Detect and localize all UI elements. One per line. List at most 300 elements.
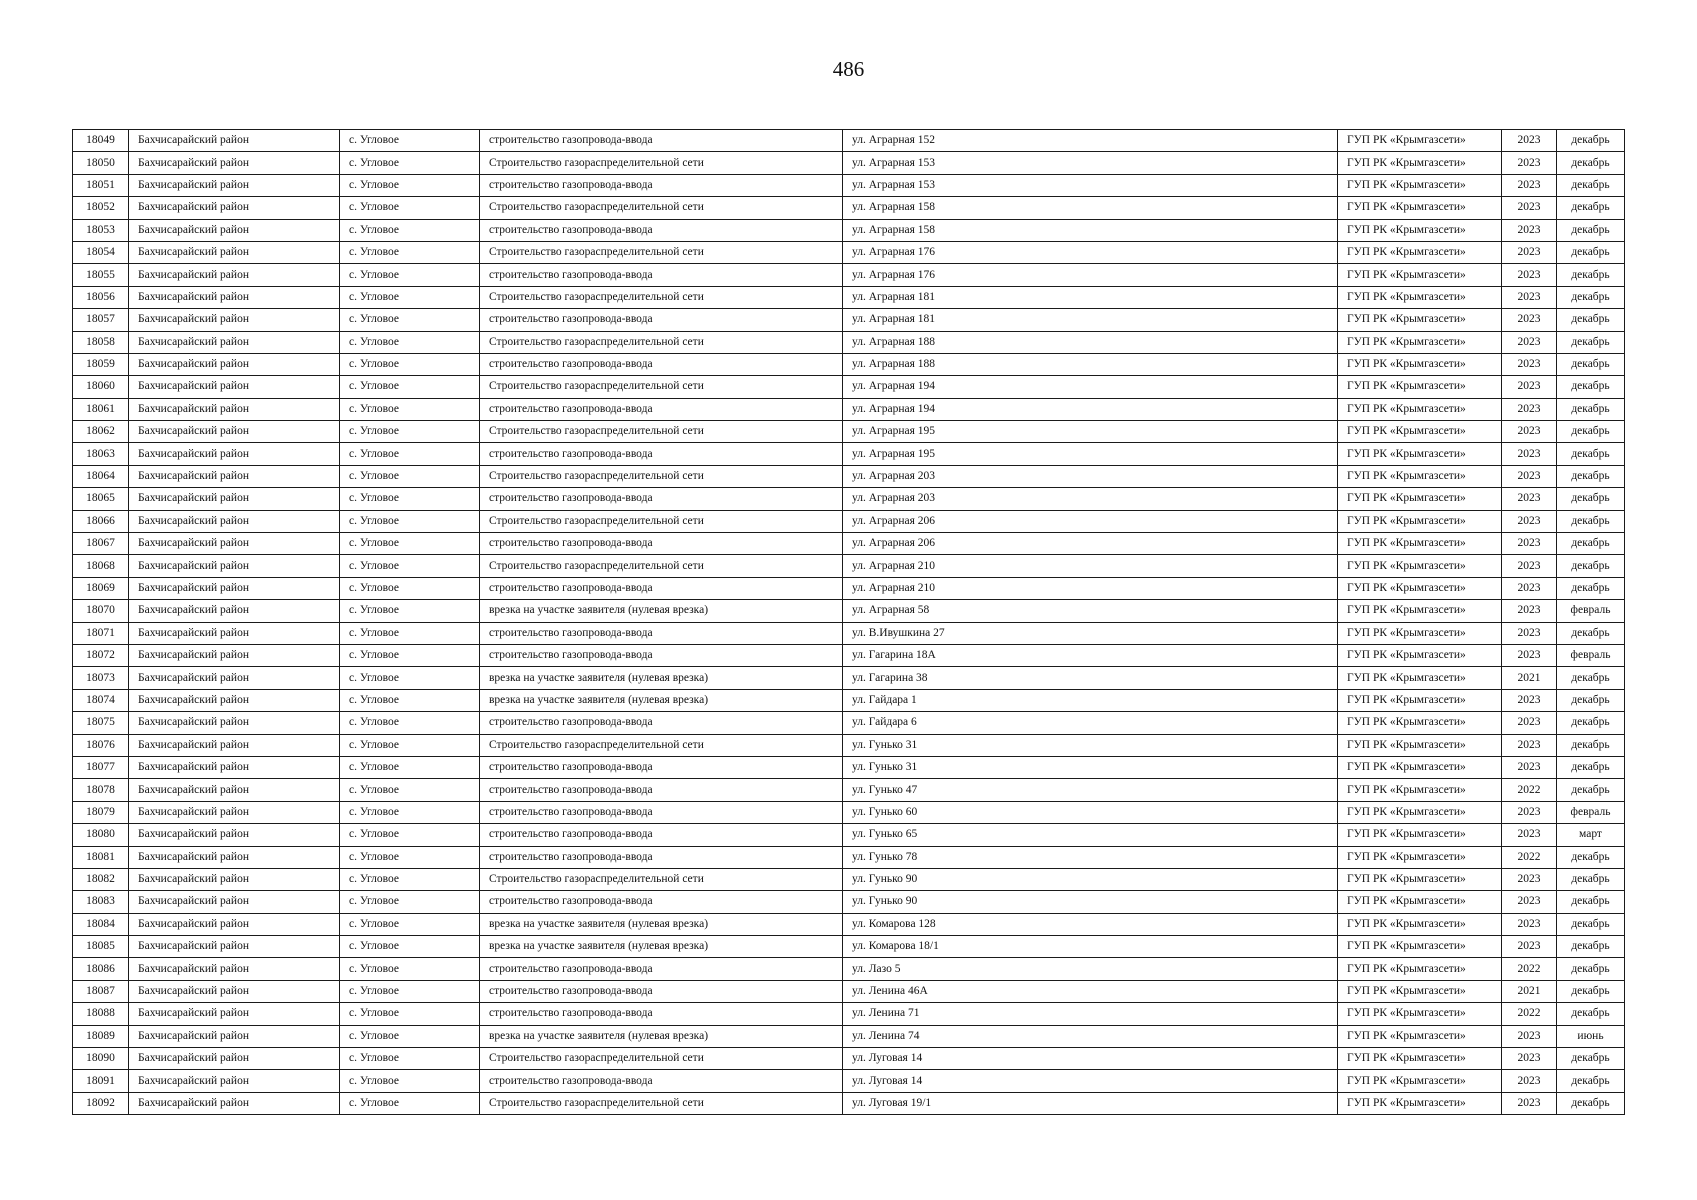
locality-cell: с. Угловое <box>340 1048 480 1070</box>
organization-cell: ГУП РК «Крымгазсети» <box>1338 555 1502 577</box>
district-cell: Бахчисарайский район <box>129 622 340 644</box>
work-type-cell: Строительство газораспределительной сети <box>480 331 843 353</box>
locality-cell: с. Угловое <box>340 465 480 487</box>
row-number-cell: 18089 <box>73 1025 129 1047</box>
month-cell: декабрь <box>1557 1048 1625 1070</box>
month-cell: февраль <box>1557 600 1625 622</box>
row-number-cell: 18057 <box>73 309 129 331</box>
table-row <box>73 622 1625 644</box>
locality-cell: с. Угловое <box>340 577 480 599</box>
month-cell: декабрь <box>1557 577 1625 599</box>
work-type-cell: Строительство газораспределительной сети <box>480 868 843 890</box>
table-row <box>73 264 1625 286</box>
locality-cell: с. Угловое <box>340 353 480 375</box>
table-row <box>73 756 1625 778</box>
address-cell: ул. Гагарина 38 <box>843 667 1338 689</box>
address-cell: ул. Аграрная 181 <box>843 286 1338 308</box>
organization-cell: ГУП РК «Крымгазсети» <box>1338 600 1502 622</box>
work-type-cell: строительство газопровода-ввода <box>480 577 843 599</box>
district-cell: Бахчисарайский район <box>129 644 340 666</box>
work-type-cell: строительство газопровода-ввода <box>480 801 843 823</box>
year-cell: 2023 <box>1502 488 1557 510</box>
month-cell: декабрь <box>1557 286 1625 308</box>
month-cell: декабрь <box>1557 398 1625 420</box>
row-number-cell: 18053 <box>73 219 129 241</box>
organization-cell: ГУП РК «Крымгазсети» <box>1338 174 1502 196</box>
locality-cell: с. Угловое <box>340 936 480 958</box>
address-cell: ул. Аграрная 195 <box>843 421 1338 443</box>
locality-cell: с. Угловое <box>340 1070 480 1092</box>
locality-cell: с. Угловое <box>340 510 480 532</box>
district-cell: Бахчисарайский район <box>129 331 340 353</box>
row-number-cell: 18049 <box>73 130 129 152</box>
month-cell: декабрь <box>1557 689 1625 711</box>
district-cell: Бахчисарайский район <box>129 1092 340 1114</box>
address-cell: ул. Гунько 78 <box>843 846 1338 868</box>
district-cell: Бахчисарайский район <box>129 734 340 756</box>
row-number-cell: 18076 <box>73 734 129 756</box>
table-row <box>73 846 1625 868</box>
row-number-cell: 18079 <box>73 801 129 823</box>
row-number-cell: 18086 <box>73 958 129 980</box>
locality-cell: с. Угловое <box>340 488 480 510</box>
address-cell: ул. Аграрная 203 <box>843 488 1338 510</box>
gasification-registry-table <box>72 129 1625 1115</box>
work-type-cell: строительство газопровода-ввода <box>480 219 843 241</box>
district-cell: Бахчисарайский район <box>129 398 340 420</box>
work-type-cell: Строительство газораспределительной сети <box>480 510 843 532</box>
district-cell: Бахчисарайский район <box>129 174 340 196</box>
district-cell: Бахчисарайский район <box>129 264 340 286</box>
address-cell: ул. Ленина 71 <box>843 1003 1338 1025</box>
row-number-cell: 18055 <box>73 264 129 286</box>
organization-cell: ГУП РК «Крымгазсети» <box>1338 1048 1502 1070</box>
table-row <box>73 689 1625 711</box>
district-cell: Бахчисарайский район <box>129 846 340 868</box>
district-cell: Бахчисарайский район <box>129 443 340 465</box>
address-cell: ул. Аграрная 153 <box>843 152 1338 174</box>
district-cell: Бахчисарайский район <box>129 779 340 801</box>
row-number-cell: 18068 <box>73 555 129 577</box>
organization-cell: ГУП РК «Крымгазсети» <box>1338 756 1502 778</box>
month-cell: декабрь <box>1557 936 1625 958</box>
table-row <box>73 488 1625 510</box>
address-cell: ул. Аграрная 210 <box>843 577 1338 599</box>
locality-cell: с. Угловое <box>340 1025 480 1047</box>
district-cell: Бахчисарайский район <box>129 824 340 846</box>
district-cell: Бахчисарайский район <box>129 533 340 555</box>
row-number-cell: 18081 <box>73 846 129 868</box>
table-row <box>73 309 1625 331</box>
address-cell: ул. Луговая 14 <box>843 1070 1338 1092</box>
year-cell: 2023 <box>1502 353 1557 375</box>
locality-cell: с. Угловое <box>340 331 480 353</box>
row-number-cell: 18050 <box>73 152 129 174</box>
row-number-cell: 18058 <box>73 331 129 353</box>
year-cell: 2023 <box>1502 174 1557 196</box>
month-cell: декабрь <box>1557 533 1625 555</box>
address-cell: ул. Гунько 90 <box>843 891 1338 913</box>
row-number-cell: 18075 <box>73 712 129 734</box>
district-cell: Бахчисарайский район <box>129 197 340 219</box>
locality-cell: с. Угловое <box>340 779 480 801</box>
address-cell: ул. Аграрная 153 <box>843 174 1338 196</box>
address-cell: ул. Аграрная 195 <box>843 443 1338 465</box>
table-row <box>73 734 1625 756</box>
locality-cell: с. Угловое <box>340 443 480 465</box>
address-cell: ул. Ленина 74 <box>843 1025 1338 1047</box>
address-cell: ул. Аграрная 158 <box>843 219 1338 241</box>
address-cell: ул. Аграрная 181 <box>843 309 1338 331</box>
locality-cell: с. Угловое <box>340 600 480 622</box>
table-row <box>73 286 1625 308</box>
table-row <box>73 891 1625 913</box>
year-cell: 2023 <box>1502 868 1557 890</box>
year-cell: 2023 <box>1502 1070 1557 1092</box>
table-row <box>73 1092 1625 1114</box>
organization-cell: ГУП РК «Крымгазсети» <box>1338 868 1502 890</box>
month-cell: декабрь <box>1557 891 1625 913</box>
row-number-cell: 18059 <box>73 353 129 375</box>
address-cell: ул. Гайдара 1 <box>843 689 1338 711</box>
district-cell: Бахчисарайский район <box>129 152 340 174</box>
month-cell: декабрь <box>1557 309 1625 331</box>
month-cell: декабрь <box>1557 174 1625 196</box>
table-row <box>73 1025 1625 1047</box>
month-cell: декабрь <box>1557 913 1625 935</box>
row-number-cell: 18092 <box>73 1092 129 1114</box>
organization-cell: ГУП РК «Крымгазсети» <box>1338 264 1502 286</box>
month-cell: декабрь <box>1557 712 1625 734</box>
locality-cell: с. Угловое <box>340 801 480 823</box>
table-row <box>73 510 1625 532</box>
address-cell: ул. Гунько 65 <box>843 824 1338 846</box>
work-type-cell: Строительство газораспределительной сети <box>480 286 843 308</box>
table-row <box>73 353 1625 375</box>
row-number-cell: 18083 <box>73 891 129 913</box>
year-cell: 2023 <box>1502 421 1557 443</box>
work-type-cell: строительство газопровода-ввода <box>480 779 843 801</box>
year-cell: 2023 <box>1502 465 1557 487</box>
work-type-cell: врезка на участке заявителя (нулевая врезка) <box>480 913 843 935</box>
table-row <box>73 421 1625 443</box>
address-cell: ул. В.Ивушкина 27 <box>843 622 1338 644</box>
work-type-cell: врезка на участке заявителя (нулевая врезка) <box>480 936 843 958</box>
work-type-cell: строительство газопровода-ввода <box>480 980 843 1002</box>
table-row <box>73 958 1625 980</box>
month-cell: декабрь <box>1557 555 1625 577</box>
organization-cell: ГУП РК «Крымгазсети» <box>1338 286 1502 308</box>
work-type-cell: Строительство газораспределительной сети <box>480 555 843 577</box>
month-cell: декабрь <box>1557 152 1625 174</box>
year-cell: 2023 <box>1502 577 1557 599</box>
table-row <box>73 152 1625 174</box>
district-cell: Бахчисарайский район <box>129 376 340 398</box>
address-cell: ул. Аграрная 176 <box>843 264 1338 286</box>
organization-cell: ГУП РК «Крымгазсети» <box>1338 622 1502 644</box>
organization-cell: ГУП РК «Крымгазсети» <box>1338 488 1502 510</box>
locality-cell: с. Угловое <box>340 309 480 331</box>
work-type-cell: строительство газопровода-ввода <box>480 846 843 868</box>
year-cell: 2022 <box>1502 1003 1557 1025</box>
year-cell: 2023 <box>1502 600 1557 622</box>
row-number-cell: 18066 <box>73 510 129 532</box>
organization-cell: ГУП РК «Крымгазсети» <box>1338 1092 1502 1114</box>
address-cell: ул. Ленина 46А <box>843 980 1338 1002</box>
organization-cell: ГУП РК «Крымгазсети» <box>1338 644 1502 666</box>
work-type-cell: строительство газопровода-ввода <box>480 1070 843 1092</box>
month-cell: декабрь <box>1557 846 1625 868</box>
row-number-cell: 18087 <box>73 980 129 1002</box>
address-cell: ул. Аграрная 188 <box>843 353 1338 375</box>
organization-cell: ГУП РК «Крымгазсети» <box>1338 197 1502 219</box>
month-cell: декабрь <box>1557 219 1625 241</box>
table-row <box>73 644 1625 666</box>
organization-cell: ГУП РК «Крымгазсети» <box>1338 779 1502 801</box>
district-cell: Бахчисарайский район <box>129 421 340 443</box>
organization-cell: ГУП РК «Крымгазсети» <box>1338 958 1502 980</box>
month-cell: декабрь <box>1557 376 1625 398</box>
district-cell: Бахчисарайский район <box>129 555 340 577</box>
year-cell: 2023 <box>1502 443 1557 465</box>
year-cell: 2023 <box>1502 533 1557 555</box>
row-number-cell: 18082 <box>73 868 129 890</box>
address-cell: ул. Луговая 14 <box>843 1048 1338 1070</box>
row-number-cell: 18072 <box>73 644 129 666</box>
table-row <box>73 1003 1625 1025</box>
year-cell: 2023 <box>1502 712 1557 734</box>
work-type-cell: строительство газопровода-ввода <box>480 443 843 465</box>
organization-cell: ГУП РК «Крымгазсети» <box>1338 1003 1502 1025</box>
year-cell: 2023 <box>1502 309 1557 331</box>
work-type-cell: строительство газопровода-ввода <box>480 309 843 331</box>
year-cell: 2023 <box>1502 376 1557 398</box>
table-row <box>73 376 1625 398</box>
row-number-cell: 18054 <box>73 241 129 263</box>
work-type-cell: Строительство газораспределительной сети <box>480 1092 843 1114</box>
district-cell: Бахчисарайский район <box>129 1003 340 1025</box>
locality-cell: с. Угловое <box>340 152 480 174</box>
organization-cell: ГУП РК «Крымгазсети» <box>1338 824 1502 846</box>
locality-cell: с. Угловое <box>340 1092 480 1114</box>
row-number-cell: 18067 <box>73 533 129 555</box>
organization-cell: ГУП РК «Крымгазсети» <box>1338 331 1502 353</box>
district-cell: Бахчисарайский район <box>129 936 340 958</box>
table-row <box>73 667 1625 689</box>
organization-cell: ГУП РК «Крымгазсети» <box>1338 980 1502 1002</box>
district-cell: Бахчисарайский район <box>129 1070 340 1092</box>
year-cell: 2023 <box>1502 622 1557 644</box>
month-cell: декабрь <box>1557 980 1625 1002</box>
district-cell: Бахчисарайский район <box>129 488 340 510</box>
work-type-cell: строительство газопровода-ввода <box>480 398 843 420</box>
year-cell: 2023 <box>1502 286 1557 308</box>
work-type-cell: строительство газопровода-ввода <box>480 824 843 846</box>
row-number-cell: 18088 <box>73 1003 129 1025</box>
district-cell: Бахчисарайский район <box>129 891 340 913</box>
registry-table-body <box>73 130 1625 1115</box>
address-cell: ул. Комарова 18/1 <box>843 936 1338 958</box>
table-row <box>73 1070 1625 1092</box>
year-cell: 2022 <box>1502 846 1557 868</box>
row-number-cell: 18078 <box>73 779 129 801</box>
organization-cell: ГУП РК «Крымгазсети» <box>1338 891 1502 913</box>
locality-cell: с. Угловое <box>340 980 480 1002</box>
month-cell: декабрь <box>1557 488 1625 510</box>
year-cell: 2023 <box>1502 331 1557 353</box>
address-cell: ул. Аграрная 158 <box>843 197 1338 219</box>
table-row <box>73 197 1625 219</box>
row-number-cell: 18071 <box>73 622 129 644</box>
locality-cell: с. Угловое <box>340 667 480 689</box>
district-cell: Бахчисарайский район <box>129 353 340 375</box>
table-row <box>73 130 1625 152</box>
address-cell: ул. Лазо 5 <box>843 958 1338 980</box>
work-type-cell: строительство газопровода-ввода <box>480 174 843 196</box>
table-row <box>73 241 1625 263</box>
row-number-cell: 18051 <box>73 174 129 196</box>
year-cell: 2023 <box>1502 689 1557 711</box>
year-cell: 2023 <box>1502 756 1557 778</box>
organization-cell: ГУП РК «Крымгазсети» <box>1338 421 1502 443</box>
locality-cell: с. Угловое <box>340 130 480 152</box>
locality-cell: с. Угловое <box>340 622 480 644</box>
work-type-cell: строительство газопровода-ввода <box>480 958 843 980</box>
organization-cell: ГУП РК «Крымгазсети» <box>1338 510 1502 532</box>
address-cell: ул. Гунько 90 <box>843 868 1338 890</box>
month-cell: декабрь <box>1557 734 1625 756</box>
row-number-cell: 18063 <box>73 443 129 465</box>
month-cell: декабрь <box>1557 353 1625 375</box>
year-cell: 2023 <box>1502 1025 1557 1047</box>
address-cell: ул. Аграрная 210 <box>843 555 1338 577</box>
work-type-cell: строительство газопровода-ввода <box>480 891 843 913</box>
address-cell: ул. Аграрная 152 <box>843 130 1338 152</box>
address-cell: ул. Луговая 19/1 <box>843 1092 1338 1114</box>
month-cell: декабрь <box>1557 465 1625 487</box>
table-row <box>73 980 1625 1002</box>
year-cell: 2021 <box>1502 667 1557 689</box>
district-cell: Бахчисарайский район <box>129 130 340 152</box>
address-cell: ул. Гунько 47 <box>843 779 1338 801</box>
table-row <box>73 779 1625 801</box>
work-type-cell: строительство газопровода-ввода <box>480 622 843 644</box>
locality-cell: с. Угловое <box>340 264 480 286</box>
year-cell: 2023 <box>1502 264 1557 286</box>
table-row <box>73 913 1625 935</box>
work-type-cell: строительство газопровода-ввода <box>480 533 843 555</box>
address-cell: ул. Аграрная 188 <box>843 331 1338 353</box>
work-type-cell: Строительство газораспределительной сети <box>480 197 843 219</box>
organization-cell: ГУП РК «Крымгазсети» <box>1338 1025 1502 1047</box>
address-cell: ул. Аграрная 176 <box>843 241 1338 263</box>
district-cell: Бахчисарайский район <box>129 577 340 599</box>
year-cell: 2023 <box>1502 734 1557 756</box>
locality-cell: с. Угловое <box>340 891 480 913</box>
month-cell: февраль <box>1557 644 1625 666</box>
page-number: 486 <box>832 57 865 81</box>
organization-cell: ГУП РК «Крымгазсети» <box>1338 443 1502 465</box>
organization-cell: ГУП РК «Крымгазсети» <box>1338 152 1502 174</box>
district-cell: Бахчисарайский район <box>129 756 340 778</box>
work-type-cell: врезка на участке заявителя (нулевая врезка) <box>480 1025 843 1047</box>
organization-cell: ГУП РК «Крымгазсети» <box>1338 712 1502 734</box>
district-cell: Бахчисарайский район <box>129 868 340 890</box>
work-type-cell: врезка на участке заявителя (нулевая врезка) <box>480 667 843 689</box>
work-type-cell: строительство газопровода-ввода <box>480 756 843 778</box>
district-cell: Бахчисарайский район <box>129 286 340 308</box>
year-cell: 2022 <box>1502 779 1557 801</box>
locality-cell: с. Угловое <box>340 376 480 398</box>
district-cell: Бахчисарайский район <box>129 980 340 1002</box>
organization-cell: ГУП РК «Крымгазсети» <box>1338 936 1502 958</box>
locality-cell: с. Угловое <box>340 868 480 890</box>
organization-cell: ГУП РК «Крымгазсети» <box>1338 801 1502 823</box>
month-cell: декабрь <box>1557 331 1625 353</box>
row-number-cell: 18074 <box>73 689 129 711</box>
year-cell: 2023 <box>1502 241 1557 263</box>
month-cell: декабрь <box>1557 264 1625 286</box>
year-cell: 2022 <box>1502 958 1557 980</box>
month-cell: июнь <box>1557 1025 1625 1047</box>
address-cell: ул. Гунько 31 <box>843 756 1338 778</box>
month-cell: декабрь <box>1557 1092 1625 1114</box>
locality-cell: с. Угловое <box>340 533 480 555</box>
work-type-cell: Строительство газораспределительной сети <box>480 241 843 263</box>
work-type-cell: Строительство газораспределительной сети <box>480 734 843 756</box>
year-cell: 2023 <box>1502 801 1557 823</box>
organization-cell: ГУП РК «Крымгазсети» <box>1338 465 1502 487</box>
locality-cell: с. Угловое <box>340 174 480 196</box>
table-row <box>73 1048 1625 1070</box>
row-number-cell: 18091 <box>73 1070 129 1092</box>
month-cell: декабрь <box>1557 510 1625 532</box>
month-cell: декабрь <box>1557 1070 1625 1092</box>
work-type-cell: строительство газопровода-ввода <box>480 353 843 375</box>
address-cell: ул. Гайдара 6 <box>843 712 1338 734</box>
locality-cell: с. Угловое <box>340 644 480 666</box>
table-row <box>73 219 1625 241</box>
year-cell: 2023 <box>1502 1048 1557 1070</box>
year-cell: 2021 <box>1502 980 1557 1002</box>
row-number-cell: 18070 <box>73 600 129 622</box>
district-cell: Бахчисарайский район <box>129 801 340 823</box>
month-cell: декабрь <box>1557 622 1625 644</box>
district-cell: Бахчисарайский район <box>129 465 340 487</box>
organization-cell: ГУП РК «Крымгазсети» <box>1338 376 1502 398</box>
table-row <box>73 600 1625 622</box>
locality-cell: с. Угловое <box>340 398 480 420</box>
month-cell: декабрь <box>1557 130 1625 152</box>
organization-cell: ГУП РК «Крымгазсети» <box>1338 353 1502 375</box>
row-number-cell: 18069 <box>73 577 129 599</box>
table-row <box>73 824 1625 846</box>
row-number-cell: 18052 <box>73 197 129 219</box>
locality-cell: с. Угловое <box>340 712 480 734</box>
locality-cell: с. Угловое <box>340 734 480 756</box>
table-row <box>73 465 1625 487</box>
table-row <box>73 712 1625 734</box>
locality-cell: с. Угловое <box>340 421 480 443</box>
district-cell: Бахчисарайский район <box>129 689 340 711</box>
work-type-cell: строительство газопровода-ввода <box>480 644 843 666</box>
organization-cell: ГУП РК «Крымгазсети» <box>1338 219 1502 241</box>
locality-cell: с. Угловое <box>340 1003 480 1025</box>
year-cell: 2023 <box>1502 913 1557 935</box>
month-cell: март <box>1557 824 1625 846</box>
work-type-cell: строительство газопровода-ввода <box>480 488 843 510</box>
row-number-cell: 18065 <box>73 488 129 510</box>
